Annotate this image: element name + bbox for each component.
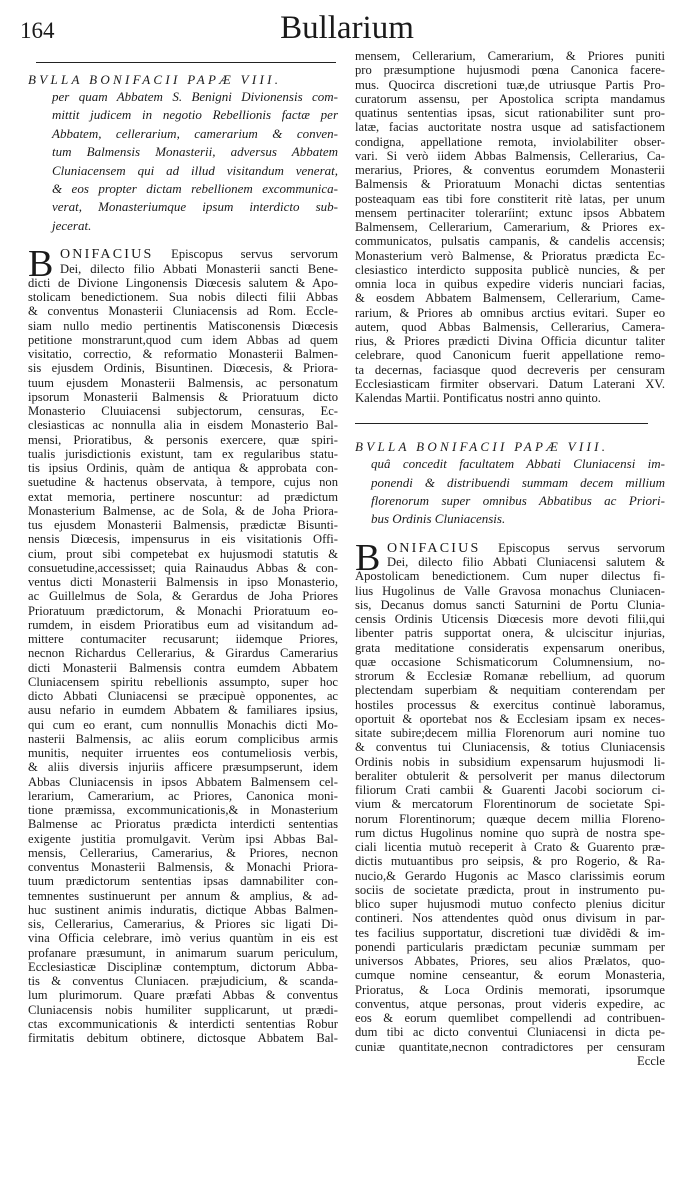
drop-cap: B (28, 243, 54, 286)
text-line: conventus Monasterii Balmensis, & Monachi Priora- (28, 860, 338, 874)
text-line: beraliter obtulerit & persolverit per manus dilectorum (355, 768, 665, 783)
text-line: Cluniacensis nobis humiliter supplicarunt, ut prædi- (28, 1002, 338, 1017)
text-line: plectendam superbiam & nequitiam conterendam per (355, 683, 665, 698)
text-line: ponendi particularis prædictam pecuniæ summam per (355, 939, 665, 954)
text-line: pro præsumptione hujusmodi pœna Canonica facere- (355, 63, 665, 78)
text-line: stolicam benedictionem. Sua nobis dilecti filii Abbas (28, 290, 338, 304)
text-line: munitis, nequiter irruentes eos contumeliosis verbis, (28, 746, 338, 760)
text-line: mensis, Cellerarius, Camerarius, & Priores, necnon (28, 845, 338, 860)
text-line: tis & conventus Cluniacen. præjudicium, & scanda- (28, 974, 338, 988)
text-line: rius, & Priores prædicti Divina Officia dicuntur taliter (355, 334, 665, 348)
text-line: Ecclesiasticam firmiter observari. Datum Laterani XV. (355, 376, 665, 391)
text-line: dicti Monasterii Balmensis contra eumdem Abbatem (28, 660, 338, 675)
heading-line: jecerat. (52, 217, 92, 233)
text-line: Ecclesiasticæ Disciplinæ contemptum, dictorum Abba- (28, 959, 338, 974)
text-line: Cluniacensem spiritu rebellionis assumpto, super hoc (28, 674, 338, 689)
text-line: tuum ejusdem Monasterii Balmensis, ac personatum (28, 375, 338, 390)
bull-text-lines (28, 262, 338, 1046)
text-line: temnentes sustinuerunt per annum & amplius, & ad- (28, 888, 338, 903)
text-line: lerarium, Camerarium, ac Priores, Canonica moni- (28, 788, 338, 803)
text-line: universos Abbates, Priores, seu alios Prælatos, quo- (355, 954, 665, 969)
text-line: tualis jurisdictionis existunt, tam ex regularibus statu- (28, 446, 338, 461)
text-line: strorum & Ecclesiæ Romanæ rebellium, ad quorum (355, 669, 665, 684)
text-line: Apostolicam benedictionem. Cum nuper dilectus fi- (355, 569, 665, 584)
text-line: sociis de societate prædicta, prout in instrumento pu- (355, 882, 665, 897)
text-line: dictis mutuantibus pro seipsis, & pro Rogerio, & Ra- (355, 854, 665, 869)
first-line-rest: Episcopus servus servorum (171, 247, 338, 262)
text-line: sitate subire;decem millia Florenorum auri nomine tuo (355, 726, 665, 741)
text-line: nasterii Balmensis, ac aliis eorum complicibus armis (28, 731, 338, 746)
text-line: ipsorum Monasterii Balmensis & Prioratuum dicto (28, 389, 338, 404)
text-line: Prioratuum prædictorum, & Monachi Prioratuum eo- (28, 603, 338, 618)
text-line: petitione monstrarunt,quod cum idem Abbas ad quem (28, 332, 338, 347)
text-line: dicti de Divione Lingonensis Diœcesis salutem & Apo- (28, 275, 338, 290)
text-line: dicto Abbati Cluniacensi se præcipuè opponentes, ac (28, 689, 338, 703)
text-line: rumdem, in eisdem Prioratibus eum ad visitandum ad- (28, 617, 338, 632)
heading-line: per quam Abbatem S. Benigni Divionensis com- (52, 89, 338, 104)
text-line: dum tibi ac dicto conventui Cluniacensi in dicta pe- (355, 1025, 665, 1040)
text-line: Prioratus, & Loca Ordinis memorati, ipsorumque (355, 982, 665, 997)
text-line: ciali licentia mutuò receperit à Crato & Guarento præ- (355, 840, 665, 855)
text-line: clesiasticas ac nonnulla alia in eisdem Monasterio Bal- (28, 418, 338, 433)
text-line: mus. Quocirca discretioni tuæ,de utriusque Partis Pro- (355, 77, 665, 92)
text-line: posteaquam eas tibi fore constiterit ritè latas, per unum (355, 191, 665, 206)
text-line: cium, prout sibi competebat ex hujusmodi statutis & (28, 546, 338, 561)
text-line: Balmensem, Cellerarium, Camerarium, & Priores ex- (355, 220, 665, 234)
text-line: & conventus Monasterii Cluniacensis ad Rom. Eccle- (28, 304, 338, 319)
bull-heading (355, 438, 665, 529)
heading-line: mittit judicem in negotio Rebellionis factæ per (52, 107, 338, 123)
heading-line: Abbatem, cellerarium, camerarium & conven- (52, 125, 338, 141)
heading-line: florenorum super omnibus Abbatibus ac Priori- (371, 493, 665, 509)
heading-line: bus Ordinis Cluniacensis. (371, 511, 506, 527)
opening-word: ONIFACIUS (387, 540, 481, 556)
heading-line: verat, Monasteriumque ipsum interdicto sub- (52, 199, 338, 215)
text-line: mensi, Prioratibus, & personis exercere, quæ spiri- (28, 432, 338, 447)
text-line: huc sustinent animis induratis, dictique Abbas Balmen- (28, 902, 338, 917)
first-line-rest: Episcopus servus servorum (498, 540, 665, 555)
bull-heading (28, 71, 338, 235)
bull-text-lines (355, 555, 665, 1054)
text-line: Balmense ac Prioratus prædicta interdicti sententias (28, 817, 338, 832)
section-rule (36, 62, 336, 63)
text-line: sis, Decanus domus sancti Saturnini de Portu Clunia- (355, 597, 665, 612)
text-line: Monasterium Balmense, ac de Sola, & de Joha Priora- (28, 503, 338, 518)
text-line: tione præmissa, excommunicationis,& in Monasterium (28, 803, 338, 817)
text-line: clesiastico interdicto supposita publicè nuncies, & per (355, 262, 665, 277)
opening-word: ONIFACIUS (60, 247, 154, 263)
text-line: & conventus tui Cluniacensis, & totius Cluniacensis (355, 740, 665, 755)
heading-line: tum Balmensis Monasterii, adversus Abbatem (52, 144, 338, 160)
text-line: Kalendas Martii. Pontificatus nostri anno quinto. (355, 391, 601, 405)
text-line: ventus dicti Monasterii Balmensis in ipso Monasterio, (28, 575, 338, 589)
text-line: ac Guillelmus de Sola, & Gerardus de Joha Priores (28, 589, 338, 604)
text-line: quæ occasione Schismaticorum Columnensium, no- (355, 654, 665, 669)
text-line: Monasterio Cluuiacensi subjectorum, censuras, Ec- (28, 404, 338, 418)
heading-line: ponendi & distribuendi summam decem millium (371, 474, 665, 490)
text-line: sis, Cellerarius, Camerarius, & Priores sic ligati Di- (28, 917, 338, 931)
heading-line: quâ concedit facultatem Abbati Cluniacensi im- (371, 456, 665, 472)
text-line: eos & eorum quemlibet compellendi ad contribuen- (355, 1011, 665, 1026)
bull-text (28, 243, 338, 1045)
text-line: rum dictus Hugolinus nomine quo suprà de nostra spe- (355, 825, 665, 840)
text-line: visitatio, correctio, & reformatio Monasterii Balmen- (28, 347, 338, 361)
text-line: Dei, dilecto filio Abbati Monasterii sancti Bene- (60, 261, 338, 276)
text-line: siam nullo medio pertinentis Matisconensis Diœcesis (28, 318, 338, 333)
text-line: sis ejusdem Ordinis, Bisuntinen. Diœcesis, & Priora- (28, 361, 338, 376)
text-line: contineri. Nos attendentes quòd onus divisum in par- (355, 911, 665, 926)
text-line: latæ, facias auctoritate nostra usque ad satisfactionem (355, 120, 665, 135)
text-line: rarium, & Priores ab omnibus arctius evitari. Super eo (355, 305, 665, 320)
catchword: Eccle (637, 1053, 665, 1068)
text-line: nucio,& Gerardo Hugonis ac Masco clarissimis eorum (355, 868, 665, 883)
text-line: firmitatis debitum obtinere, dictosque Abbatem Bal- (28, 1031, 338, 1045)
text-line: vari. Si verò iidem Abbas Balmensis, Cellerarius, Ca- (355, 148, 665, 163)
text-line: Dei, dilecto filio Abbati Cluniacensi salutem & (387, 555, 665, 570)
left-column (28, 62, 338, 1045)
text-line: curatorum assensu, per Apostolica scripta mandamus (355, 91, 665, 106)
text-line: mensem pertinaciter toleraríint; extunc ipsos Abbatem (355, 205, 665, 220)
bull-heading-summary (355, 455, 665, 529)
text-line: profanare præsumunt, in animarum suarum periculum, (28, 945, 338, 960)
text-line: censis Ordinis Uticensis Diœcesis more devoti filii,qui (355, 612, 665, 627)
text-line: norum Florentinorum; quæque decem millia Floreno- (355, 811, 665, 826)
text-line: communicatos, pulsatis campanis, & candelis accensis; (355, 234, 665, 249)
text-line: omnia loca in quibus expedire videris nunciari facias, (355, 277, 665, 291)
text-line: autem, quod Abbas Balmensis, Cellerarius, Camera- (355, 319, 665, 334)
bull-text (355, 536, 665, 1068)
text-line: cuniæ quantitate,necnon contradictores per censuram (355, 1039, 665, 1054)
text-line: lius Hugolinus de Valle Gravosa monachus Cluniacen- (355, 583, 665, 598)
text-line: condigna, appellatione remota, inviolabiliter obser- (355, 134, 665, 149)
text-line: tus ejusdem Monasterii Balmensis, prædictæ Bisunti- (28, 518, 338, 532)
text-line: consuetudine,accessisset; quia Rainaudus Abbas & con- (28, 560, 338, 575)
text-line: vium & mercatorum Florentinorum de societate Spi- (355, 797, 665, 812)
text-line: filiorum Crati cambii & Guarenti Jacobi sociorum ci- (355, 783, 665, 798)
text-line: tes facilius supportatur, discretioni tuæ dividẽdi & im- (355, 925, 665, 940)
bull-heading-summary (28, 88, 338, 235)
bull-heading-title: BVLLA BONIFACII PAPÆ VIII. (28, 72, 282, 87)
running-title: Bullarium (280, 10, 414, 46)
text-line: oportuit & oportebat nos & Ecclesiam ipsam ex neces- (355, 711, 665, 726)
text-line: Ordinis nobis in subsidium expensarum hujusmodi li- (355, 754, 665, 769)
text-line: nensis Diœcesis, impensurus in eis visitationis Offi- (28, 532, 338, 547)
text-line: & eosdem Abbatem Balmensem, Cellerarium, Came- (355, 291, 665, 306)
bull-continued-lines (355, 49, 665, 405)
first-line (28, 247, 338, 261)
text-line: hostiles processus & exercitus continuè laboramus, (355, 697, 665, 712)
text-line: cumque nomine censeantur, & eorum Monasteria, (355, 968, 665, 983)
text-line: exigente justitia promulgavit. Verùm ipsi Abbas Bal- (28, 831, 338, 846)
right-column (355, 49, 665, 1068)
text-line: qui cum eo erant, cum nonnullis Monachis dicti Mo- (28, 717, 338, 732)
text-line: blico super hujusmodi mutuo confecto plenius dicitur (355, 897, 665, 912)
text-line: Abbas Cluniacensis in ipsos Abbatem Balmensem cel- (28, 774, 338, 789)
first-line (355, 541, 665, 555)
text-line: conventus, atque personas, prout videris expedire, ac (355, 996, 665, 1011)
text-line: lum plurimorum. Quare præfati Abbas & conventus (28, 988, 338, 1003)
text-line: tuum prædictorum sententias ipsas damnabiliter con- (28, 874, 338, 889)
text-line: grata meditatione consideratis expensarum oneribus, (355, 640, 665, 655)
text-line: Monasterium verò Balmense, & Prioratus prædicta Ec- (355, 248, 665, 263)
text-line: ausu nefario in eumdem Abbatem & familiares ipsius, (28, 703, 338, 718)
text-line: celebrare, quod Canonicum fuerit appellatione remo- (355, 348, 665, 363)
text-line: tis ipsius Ordinis, quàm de antiqua & approbata con- (28, 461, 338, 475)
heading-line: & eos propter dictam rebellionem excommunica- (52, 181, 338, 197)
section-rule (355, 423, 648, 424)
heading-line: Cluniacensem qui ad illud visitandum venerat, (52, 162, 338, 178)
text-line: Balmensis & Prioratuum Monachi dictas sententias (355, 177, 665, 192)
drop-cap: B (355, 536, 381, 579)
text-line: suetudine & hactenus observata, à tempore, cujus non (28, 475, 338, 490)
text-line: merarius, Priores, & conventus eorumdem Monasterii (355, 163, 665, 177)
bull-heading-title: BVLLA BONIFACII PAPÆ VIII. (355, 439, 609, 455)
text-line: ta decernas, faciasque quod decreveris per censuram (355, 362, 665, 377)
text-line: mittere contumaciter recusarunt; iidemque Priores, (28, 632, 338, 646)
text-line: extat memoria, pertinere noscuntur: ad prædictum (28, 489, 338, 504)
page-number: 164 (20, 18, 55, 43)
text-line: quatinus sententias ipsas, sicut rationabiliter sunt pro- (355, 106, 665, 120)
text-line: libenter patris supportat onera, & ulciscitur injurias, (355, 626, 665, 641)
text-line: mensem, Cellerarium, Camerarium, & Priores puniti (355, 49, 665, 63)
text-line: ctas excommunicationis & interdicti sententias Robur (28, 1016, 338, 1031)
text-line: vina Officia celebrare, imò verius quantùm in eis est (28, 931, 338, 946)
text-line: necnon Richardus Cellerarius, & Girardus Camerarius (28, 646, 338, 661)
text-line: & aliis diversis injuriis afficere præsumpserunt, idem (28, 760, 338, 775)
